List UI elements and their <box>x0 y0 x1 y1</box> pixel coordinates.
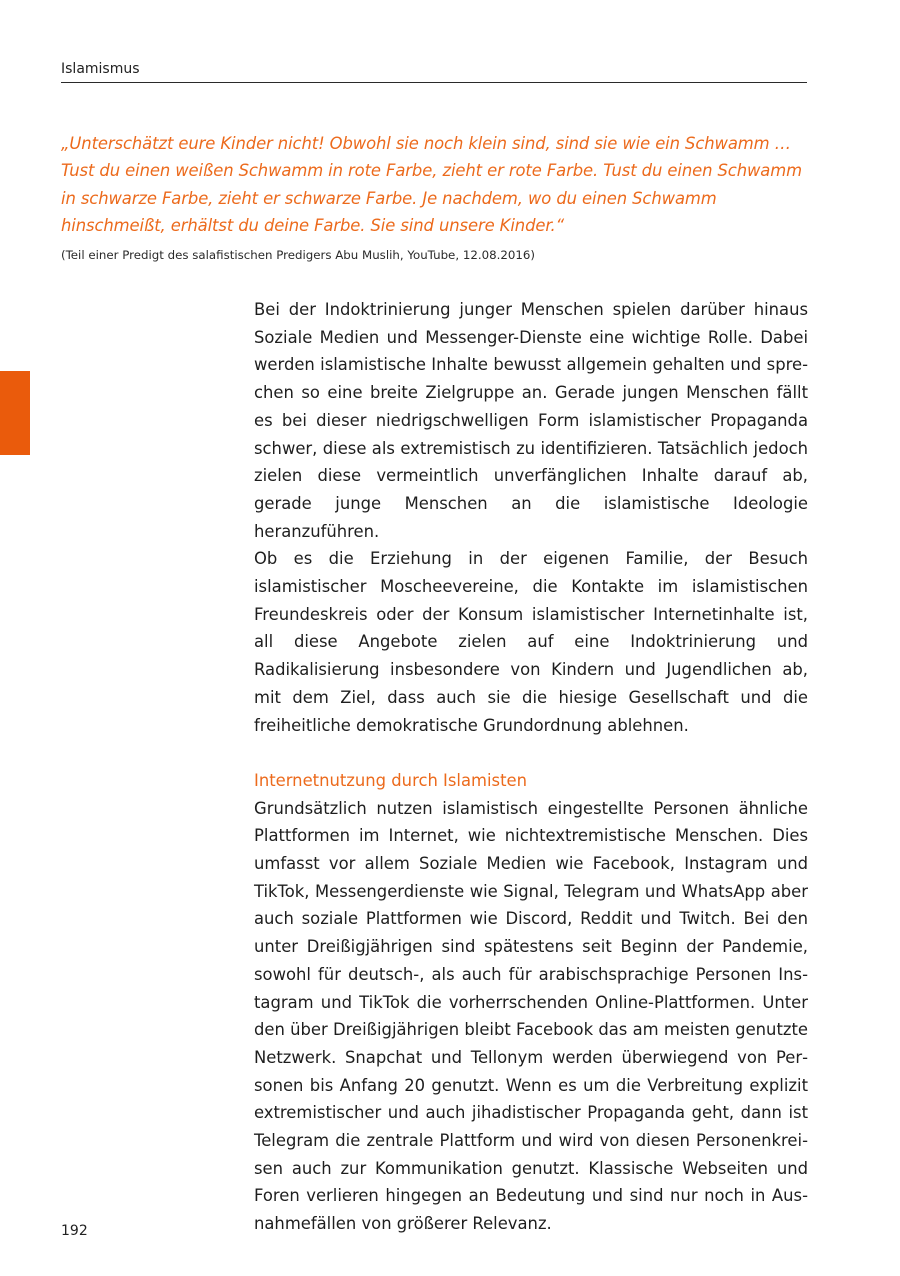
page-number: 192 <box>61 1223 88 1239</box>
section-heading: Internetnutzung durch Islamisten <box>254 770 527 790</box>
quote-source: (Teil einer Predigt des salafistischen Predigers Abu Muslih, YouTube, 12.08.2016) <box>61 248 535 262</box>
main-text-column <box>254 296 808 1238</box>
running-header-title: Islamismus <box>61 61 140 77</box>
pull-quote: „Unterschätzt eure Kinder nicht! Obwohl sie noch klein sind, sind sie wie ein Schwamm … Tust du einen weißen Schwamm in rote Farbe, zieht er rote Farbe. Tust du einen Schwamm in schwarze Farbe, zieht er schwarze Farbe. Je nachdem, wo du einen Schwamm hinschmeißt, erhältst du deine Farbe. Sie sind unsere Kinder.“ <box>61 134 802 235</box>
body-paragraph-1: Bei der Indoktrinierung junger Menschen spielen darüber hinaus Soziale Medien und Messenger-Dienste eine wichtige Rolle. Dabei werden islamistische Inhalte bewusst allgemein gehalten und sprechen so eine breite Zielgruppe an. Gerade jungen Menschen fällt es bei dieser niedrigschwelligen Form islamistischer Propaganda schwer, diese als extremistisch zu identifizieren. Tatsächlich jedoch zielen diese vermeintlich unverfänglichen Inhalte darauf ab, gerade junge Menschen an die islamistische Ideologie heranzuführen. <box>254 300 808 541</box>
chapter-marker-tab <box>0 371 30 455</box>
body-paragraph-2: Ob es die Erziehung in der eigenen Familie, der Besuch islamistischer Moscheevereine, die Kontakte im islamistischen Freundeskreis oder der Konsum islamistischer Internetinhalte ist, all diese Angebote zielen auf eine Indoktrinierung und Radikalisierung insbesondere von Kindern und Jugendlichen ab, mit dem Ziel, dass auch sie die hiesige Gesellschaft und die freiheitliche demokratische Grundordnung ablehnen. <box>254 549 808 735</box>
body-paragraph-3: Grundsätzlich nutzen islamistisch eingestellte Personen ähnliche Plattformen im Internet, wie nichtextremistische Menschen. Dies umfasst vor allem Soziale Medien wie Facebook, Instagram und TikTok, Messengerdienste wie Signal, Telegram und WhatsApp aber auch soziale Plattformen wie Discord, Reddit und Twitch. Bei den unter Dreißigjährigen sind spätestens seit Beginn der Pandemie, sowohl für deutsch-, als auch für arabischsprachige Personen Instagram und TikTok die vorherrschenden Online-Plattformen. Unter den über Dreißigjährigen bleibt Facebook das am meisten genutzte Netzwerk. Snapchat und Tellonym werden überwiegend von Personen bis Anfang 20 genutzt. Wenn es um die Verbreitung explizit extremistischer und auch jihadistischer Propaganda geht, dann ist Telegram die zentrale Plattform und wird von diesen Personenkreisen auch zur Kommunikation genutzt. Klassische Webseiten und Foren verlieren hingegen an Bedeutung und sind nur noch in Ausnahmefällen von größerer Relevanz. <box>254 798 808 1234</box>
running-header <box>61 58 807 83</box>
